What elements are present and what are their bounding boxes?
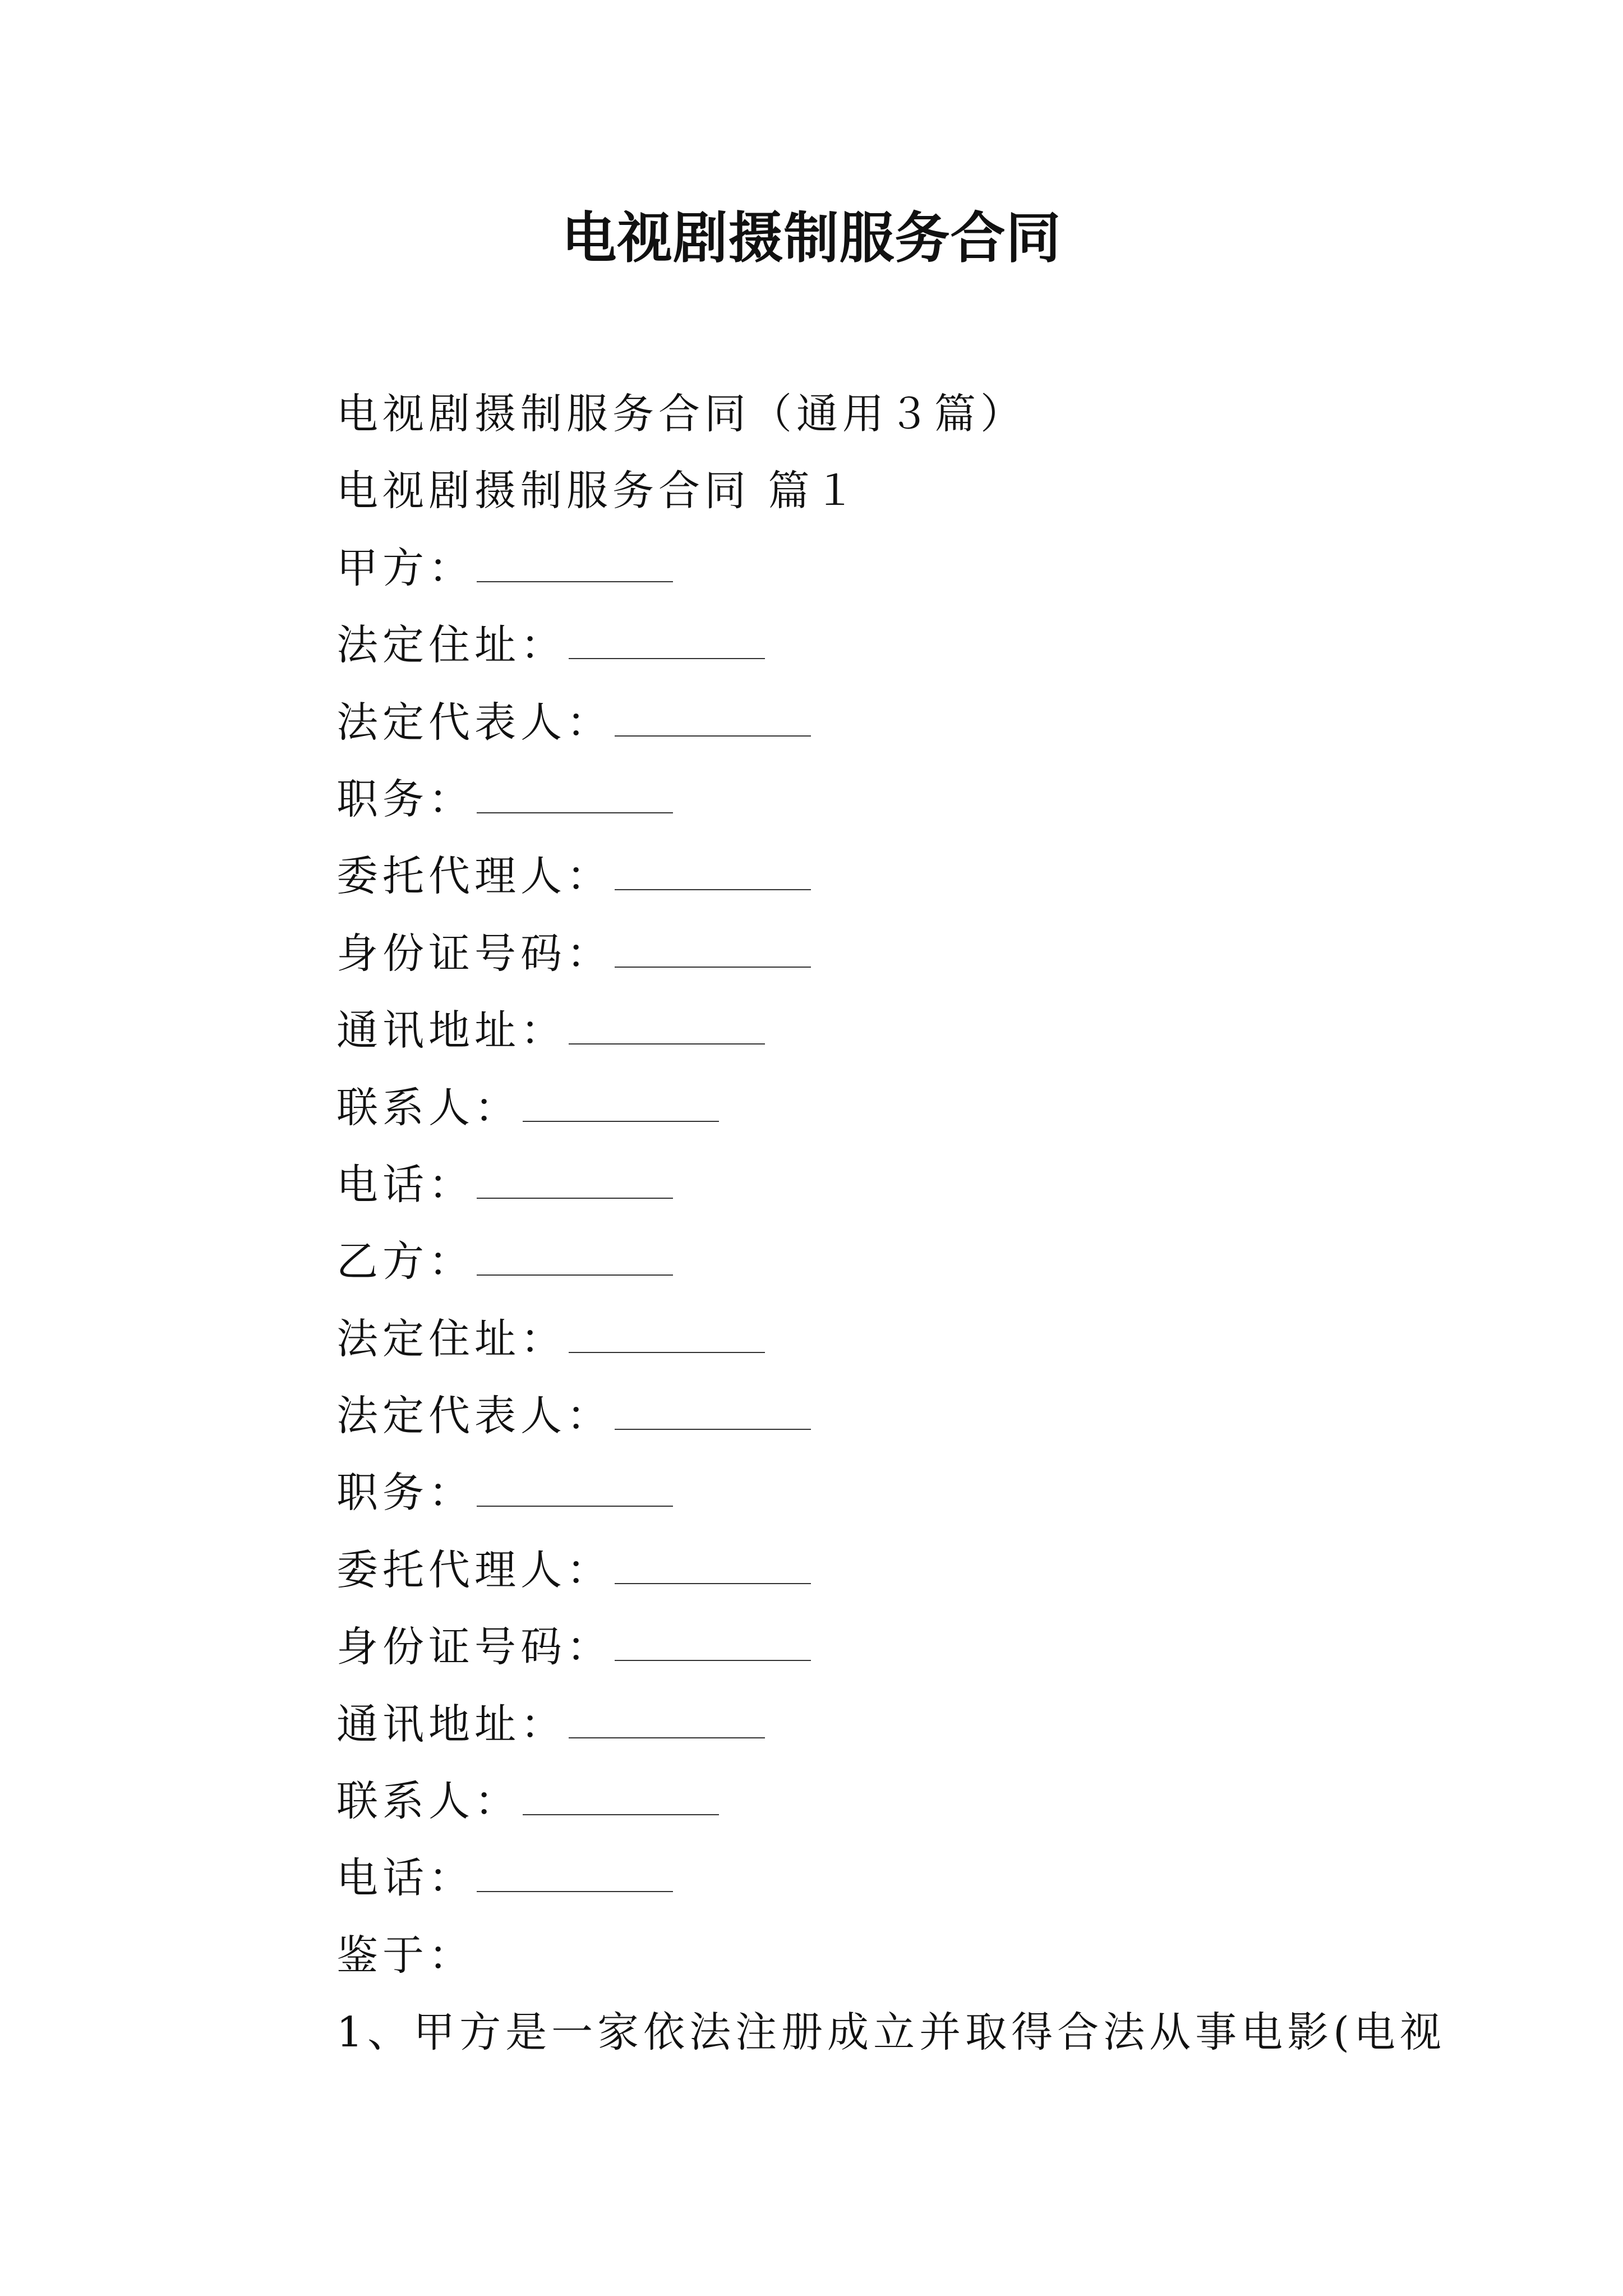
party-b-id-number-field	[336, 1609, 1402, 1686]
whereas-label: 鉴于：	[336, 1931, 474, 1980]
fill-in-blank[interactable]	[477, 1164, 673, 1199]
field-label: 通讯地址：	[336, 1700, 566, 1749]
field-label: 乙方：	[336, 1237, 474, 1286]
field-label: 身份证号码：	[336, 929, 612, 978]
section-heading: 电视剧摄制服务合同 篇１	[336, 467, 860, 516]
fill-in-blank[interactable]	[569, 1318, 765, 1353]
party-a-id-number-field	[336, 915, 1402, 992]
field-label: 职务：	[336, 775, 474, 823]
party-b-position-field	[336, 1455, 1402, 1531]
party-b-mailing-address-field	[336, 1686, 1402, 1763]
field-label: 身份证号码：	[336, 1623, 612, 1672]
document-body	[336, 376, 1446, 2072]
party-a-agent-field	[336, 838, 1402, 915]
fill-in-blank[interactable]	[477, 547, 673, 582]
field-label: 法定住址：	[336, 1314, 566, 1363]
document-subtitle: 电视剧摄制服务合同（通用３篇）	[336, 390, 1026, 438]
field-label: 委托代理人：	[336, 1545, 612, 1594]
fill-in-blank[interactable]	[477, 1241, 673, 1276]
fill-in-blank[interactable]	[569, 1704, 765, 1738]
party-b-name-field	[336, 1223, 1402, 1300]
field-label: 委托代理人：	[336, 852, 612, 901]
party-a-contact-field	[336, 1070, 1402, 1147]
field-label: 联系人：	[336, 1083, 520, 1132]
clause-1-text: 1、甲方是一家依法注册成立并取得合法从事电影(电视	[336, 2008, 1446, 2057]
party-a-legal-rep-field	[336, 684, 1402, 761]
document-title: 电视剧摄制服务合同	[561, 206, 1062, 270]
fill-in-blank[interactable]	[477, 1857, 673, 1892]
field-label: 联系人：	[336, 1777, 520, 1826]
party-b-legal-rep-field	[336, 1378, 1402, 1455]
party-a-address-field	[336, 607, 1402, 684]
party-b-phone-field	[336, 1840, 1402, 1917]
fill-in-blank[interactable]	[615, 855, 811, 890]
fill-in-blank[interactable]	[523, 1087, 719, 1122]
field-label: 通讯地址：	[336, 1006, 566, 1055]
party-a-position-field	[336, 761, 1402, 838]
fill-in-blank[interactable]	[569, 1010, 765, 1045]
fill-in-blank[interactable]	[615, 933, 811, 968]
fill-in-blank[interactable]	[477, 779, 673, 813]
fill-in-blank[interactable]	[477, 1472, 673, 1507]
field-label: 电话：	[336, 1160, 474, 1209]
fill-in-blank[interactable]	[569, 624, 765, 659]
party-a-phone-field	[336, 1147, 1402, 1223]
party-a-mailing-address-field	[336, 992, 1402, 1069]
fill-in-blank[interactable]	[523, 1780, 719, 1815]
field-label: 法定代表人：	[336, 698, 612, 747]
party-b-agent-field	[336, 1532, 1402, 1609]
fill-in-blank[interactable]	[615, 1395, 811, 1430]
fill-in-blank[interactable]	[615, 702, 811, 737]
field-label: 职务：	[336, 1469, 474, 1517]
fill-in-blank[interactable]	[615, 1626, 811, 1661]
party-b-contact-field	[336, 1763, 1402, 1840]
field-label: 法定住址：	[336, 621, 566, 670]
field-label: 甲方：	[336, 544, 474, 592]
field-label: 法定代表人：	[336, 1392, 612, 1441]
field-label: 电话：	[336, 1854, 474, 1903]
party-a-name-field	[336, 530, 1402, 607]
party-b-address-field	[336, 1301, 1402, 1378]
fill-in-blank[interactable]	[615, 1549, 811, 1584]
